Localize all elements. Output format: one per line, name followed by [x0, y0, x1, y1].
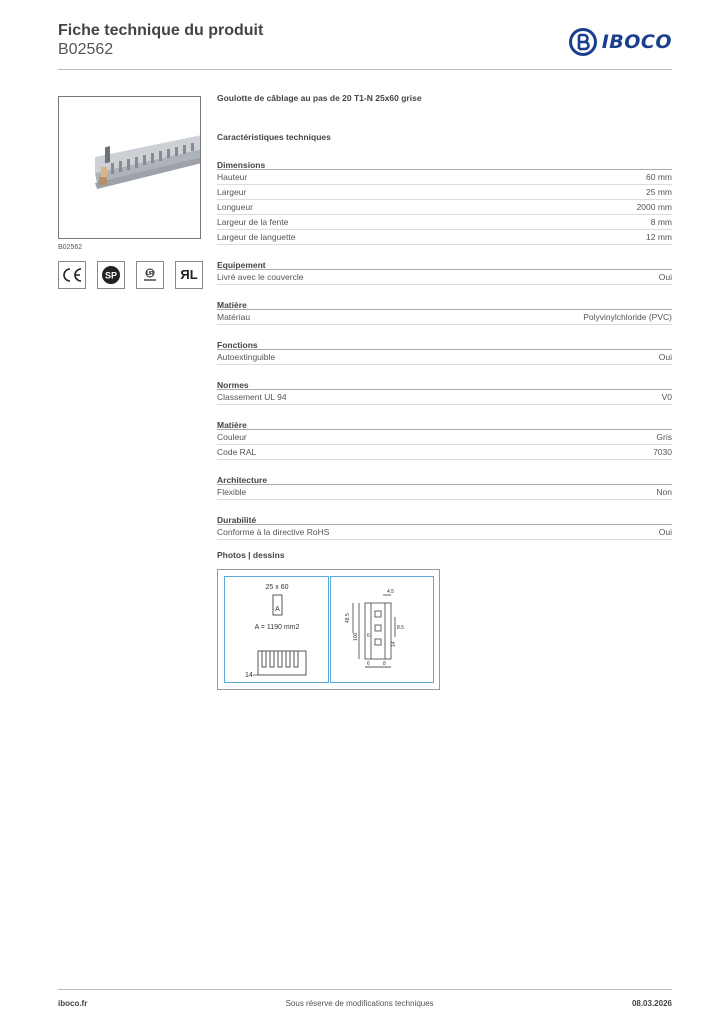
spec-value: 7030 [653, 447, 672, 457]
spec-value: Oui [658, 352, 672, 362]
dim-label: 48.5 [345, 613, 351, 623]
spec-row [217, 270, 672, 285]
spec-value: 25 mm [646, 187, 672, 197]
spec-group-title: Dimensions [217, 158, 672, 170]
spec-row [217, 170, 672, 185]
spec-group-title: Durabilité [217, 513, 672, 525]
cable-duct-image [59, 97, 201, 239]
spec-row [217, 390, 672, 405]
spec-value: 8 mm [650, 217, 672, 227]
spec-row [217, 445, 672, 460]
spec-row [217, 185, 672, 200]
profile-panel [330, 576, 434, 683]
product-title: Goulotte de câblage au pas de 20 T1-N 25x60 grise [217, 93, 422, 103]
spec-label: Livré avec le couvercle [217, 272, 304, 282]
spec-row [217, 310, 672, 325]
tech-heading: Caractéristiques techniques [217, 132, 331, 142]
spec-label: Matériau [217, 312, 251, 322]
spec-label: Classement UL 94 [217, 392, 287, 402]
spec-table [217, 93, 672, 540]
logo-text: IBOCO [601, 31, 672, 53]
dim-label: 6 [367, 661, 370, 667]
spec-label: Largeur [217, 187, 247, 197]
svg-text:UR: UR [146, 271, 154, 277]
certification-marks [58, 261, 203, 289]
footer-date: 08.03.2026 [631, 999, 672, 1008]
slot-dim-label: 14 [245, 672, 253, 679]
product-code: B02562 [58, 41, 114, 58]
spec-group-title: Normes [217, 378, 672, 390]
product-photo [58, 96, 201, 239]
spec-value: V0 [661, 392, 672, 402]
svg-text:ЯL: ЯL [180, 267, 198, 282]
ce-mark-icon [58, 261, 86, 289]
dim-label: 100 [353, 632, 359, 641]
ul-recognized-icon [175, 261, 203, 289]
spec-value: 12 mm [646, 232, 672, 242]
photos-heading: Photos | dessins [217, 550, 285, 560]
technical-drawing [217, 569, 440, 690]
dim-label: 14 [391, 641, 397, 647]
spec-value: 60 mm [646, 172, 672, 182]
iboco-logo-icon [569, 28, 597, 56]
brand-logo [569, 28, 672, 56]
spec-label: Flexible [217, 487, 247, 497]
spec-group-title: Equipement [217, 258, 672, 270]
spec-group-title: Architecture [217, 473, 672, 485]
size-label: 25 x 60 [265, 584, 289, 591]
spec-row [217, 430, 672, 445]
page-footer [58, 989, 672, 1008]
spec-groups [217, 158, 672, 540]
svg-text:SP: SP [104, 270, 118, 281]
dim-label: 8.5 [397, 625, 404, 631]
spec-label: Largeur de la fente [217, 217, 289, 227]
dim-label: 6 [367, 633, 370, 639]
spec-row [217, 350, 672, 365]
spec-row [217, 525, 672, 540]
spec-value: Polyvinylchloride (PVC) [583, 312, 672, 322]
spec-value: Gris [656, 432, 672, 442]
footer-website: iboco.fr [58, 999, 88, 1008]
spec-group-title: Matière [217, 298, 672, 310]
cross-section-panel [224, 576, 329, 683]
spec-row [217, 485, 672, 500]
dim-label: 4.5 [387, 589, 394, 595]
footer-disclaimer: Sous réserve de modifications techniques [285, 999, 434, 1008]
spec-label: Largeur de languette [217, 232, 296, 242]
spec-label: Hauteur [217, 172, 248, 182]
page-title: Fiche technique du produit [58, 22, 264, 39]
spec-row [217, 215, 672, 230]
spec-label: Conforme à la directive RoHS [217, 527, 330, 537]
spec-label: Couleur [217, 432, 247, 442]
spec-group-title: Fonctions [217, 338, 672, 350]
spec-value: Oui [658, 272, 672, 282]
csa-mark-icon [97, 261, 125, 289]
spec-value: Non [656, 487, 672, 497]
area-letter: A [275, 606, 280, 613]
page-header [58, 22, 672, 70]
ur-recognized-icon [136, 261, 164, 289]
area-label: A = 1190 mm2 [254, 624, 300, 631]
spec-label: Code RAL [217, 447, 257, 457]
dim-label: 8 [383, 661, 386, 667]
spec-row [217, 200, 672, 215]
spec-value: 2000 mm [636, 202, 672, 212]
spec-row [217, 230, 672, 245]
spec-value: Oui [658, 527, 672, 537]
spec-label: Longueur [217, 202, 253, 212]
spec-label: Autoextinguible [217, 352, 276, 362]
photo-caption: B02562 [58, 244, 83, 251]
spec-group-title: Matière [217, 418, 672, 430]
